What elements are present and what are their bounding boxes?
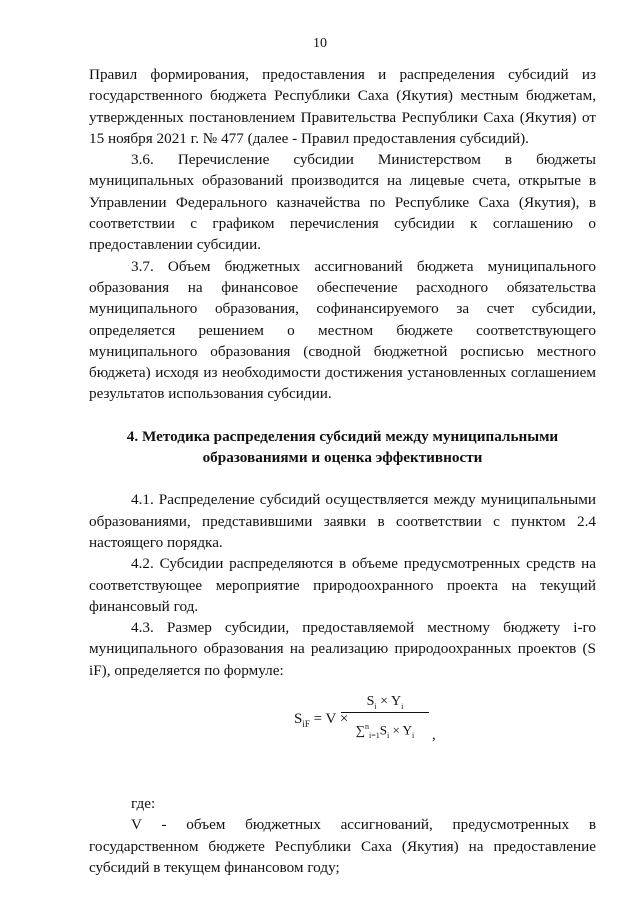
paragraph-4-2: 4.2. Субсидии распределяются в объеме предусмотренных средств на соответствующее мероприятие природоохранного проекта на текущий финансовый год.	[89, 555, 596, 615]
paragraph-continuation: Правил формирования, предоставления и распределения субсидий из государственного бюджета Республики Саха (Якутия) местным бюджетам, утвержденных постановлением Правительства Республики Саха (Якутия) от 15 ноября 2021 г. № 477 (далее - Правил предоставления субсидий).	[89, 66, 596, 147]
formula-comma: ,	[432, 727, 436, 744]
document-body	[89, 64, 596, 878]
paragraph-4-1: 4.1. Распределение субсидий осуществляется между муниципальными образованиями, представившими заявки в соответствии с пунктом 2.4 настоящего порядка.	[89, 491, 596, 551]
paragraph-4-3: 4.3. Размер субсидии, предоставляемой местному бюджету i-го муниципального образования на реализацию природоохранных проектов (S iF), определяется по формуле:	[89, 619, 596, 679]
section-heading-line-1: 4. Методика распределения субсидий между муниципальными	[126, 427, 559, 445]
where-label: где:	[131, 795, 156, 813]
section-heading-line-2: образованиями и оценка эффективности	[202, 449, 483, 467]
formula-fraction	[341, 691, 429, 746]
fraction-bar	[341, 712, 429, 713]
formula-numerator: $S_i \times Y_i$	[366, 694, 404, 711]
subsidy-formula	[89, 685, 596, 777]
section-heading	[89, 426, 596, 469]
paragraph-3-7: 3.7. Объем бюджетных ассигнований бюджета муниципального образования на финансовое обеспечение расходного обязательства муниципального образования, софинансируемого за счет субсидии, определяется решением о местном бюджете соответствующего муниципального образования (сводной бюджетной росписью местного бюджета) исходя из необходимости достижения установленных соглашением результатов использования субсидии.	[89, 257, 596, 403]
page-number: 10	[313, 36, 327, 51]
paragraph-3-6: 3.6. Перечисление субсидии Министерством в бюджеты муниципальных образований производится на лицевые счета, открытые в Управлении Федерального казначейства по Республике Саха (Якутия), в соответствии с графиком перечисления субсидии к соглашению о предоставлении субсидии.	[89, 151, 596, 254]
formula-lhs: $S_{iF} = V$ ×	[294, 711, 349, 730]
definition-v: V - объем бюджетных ассигнований, предусмотренных в государственном бюджете Республики Саха (Якутия) на предоставление субсидий в текущем финансовом году;	[89, 816, 596, 876]
formula-denominator: $\sum^n_{i=1}S_i \times Y_i$	[355, 722, 415, 740]
